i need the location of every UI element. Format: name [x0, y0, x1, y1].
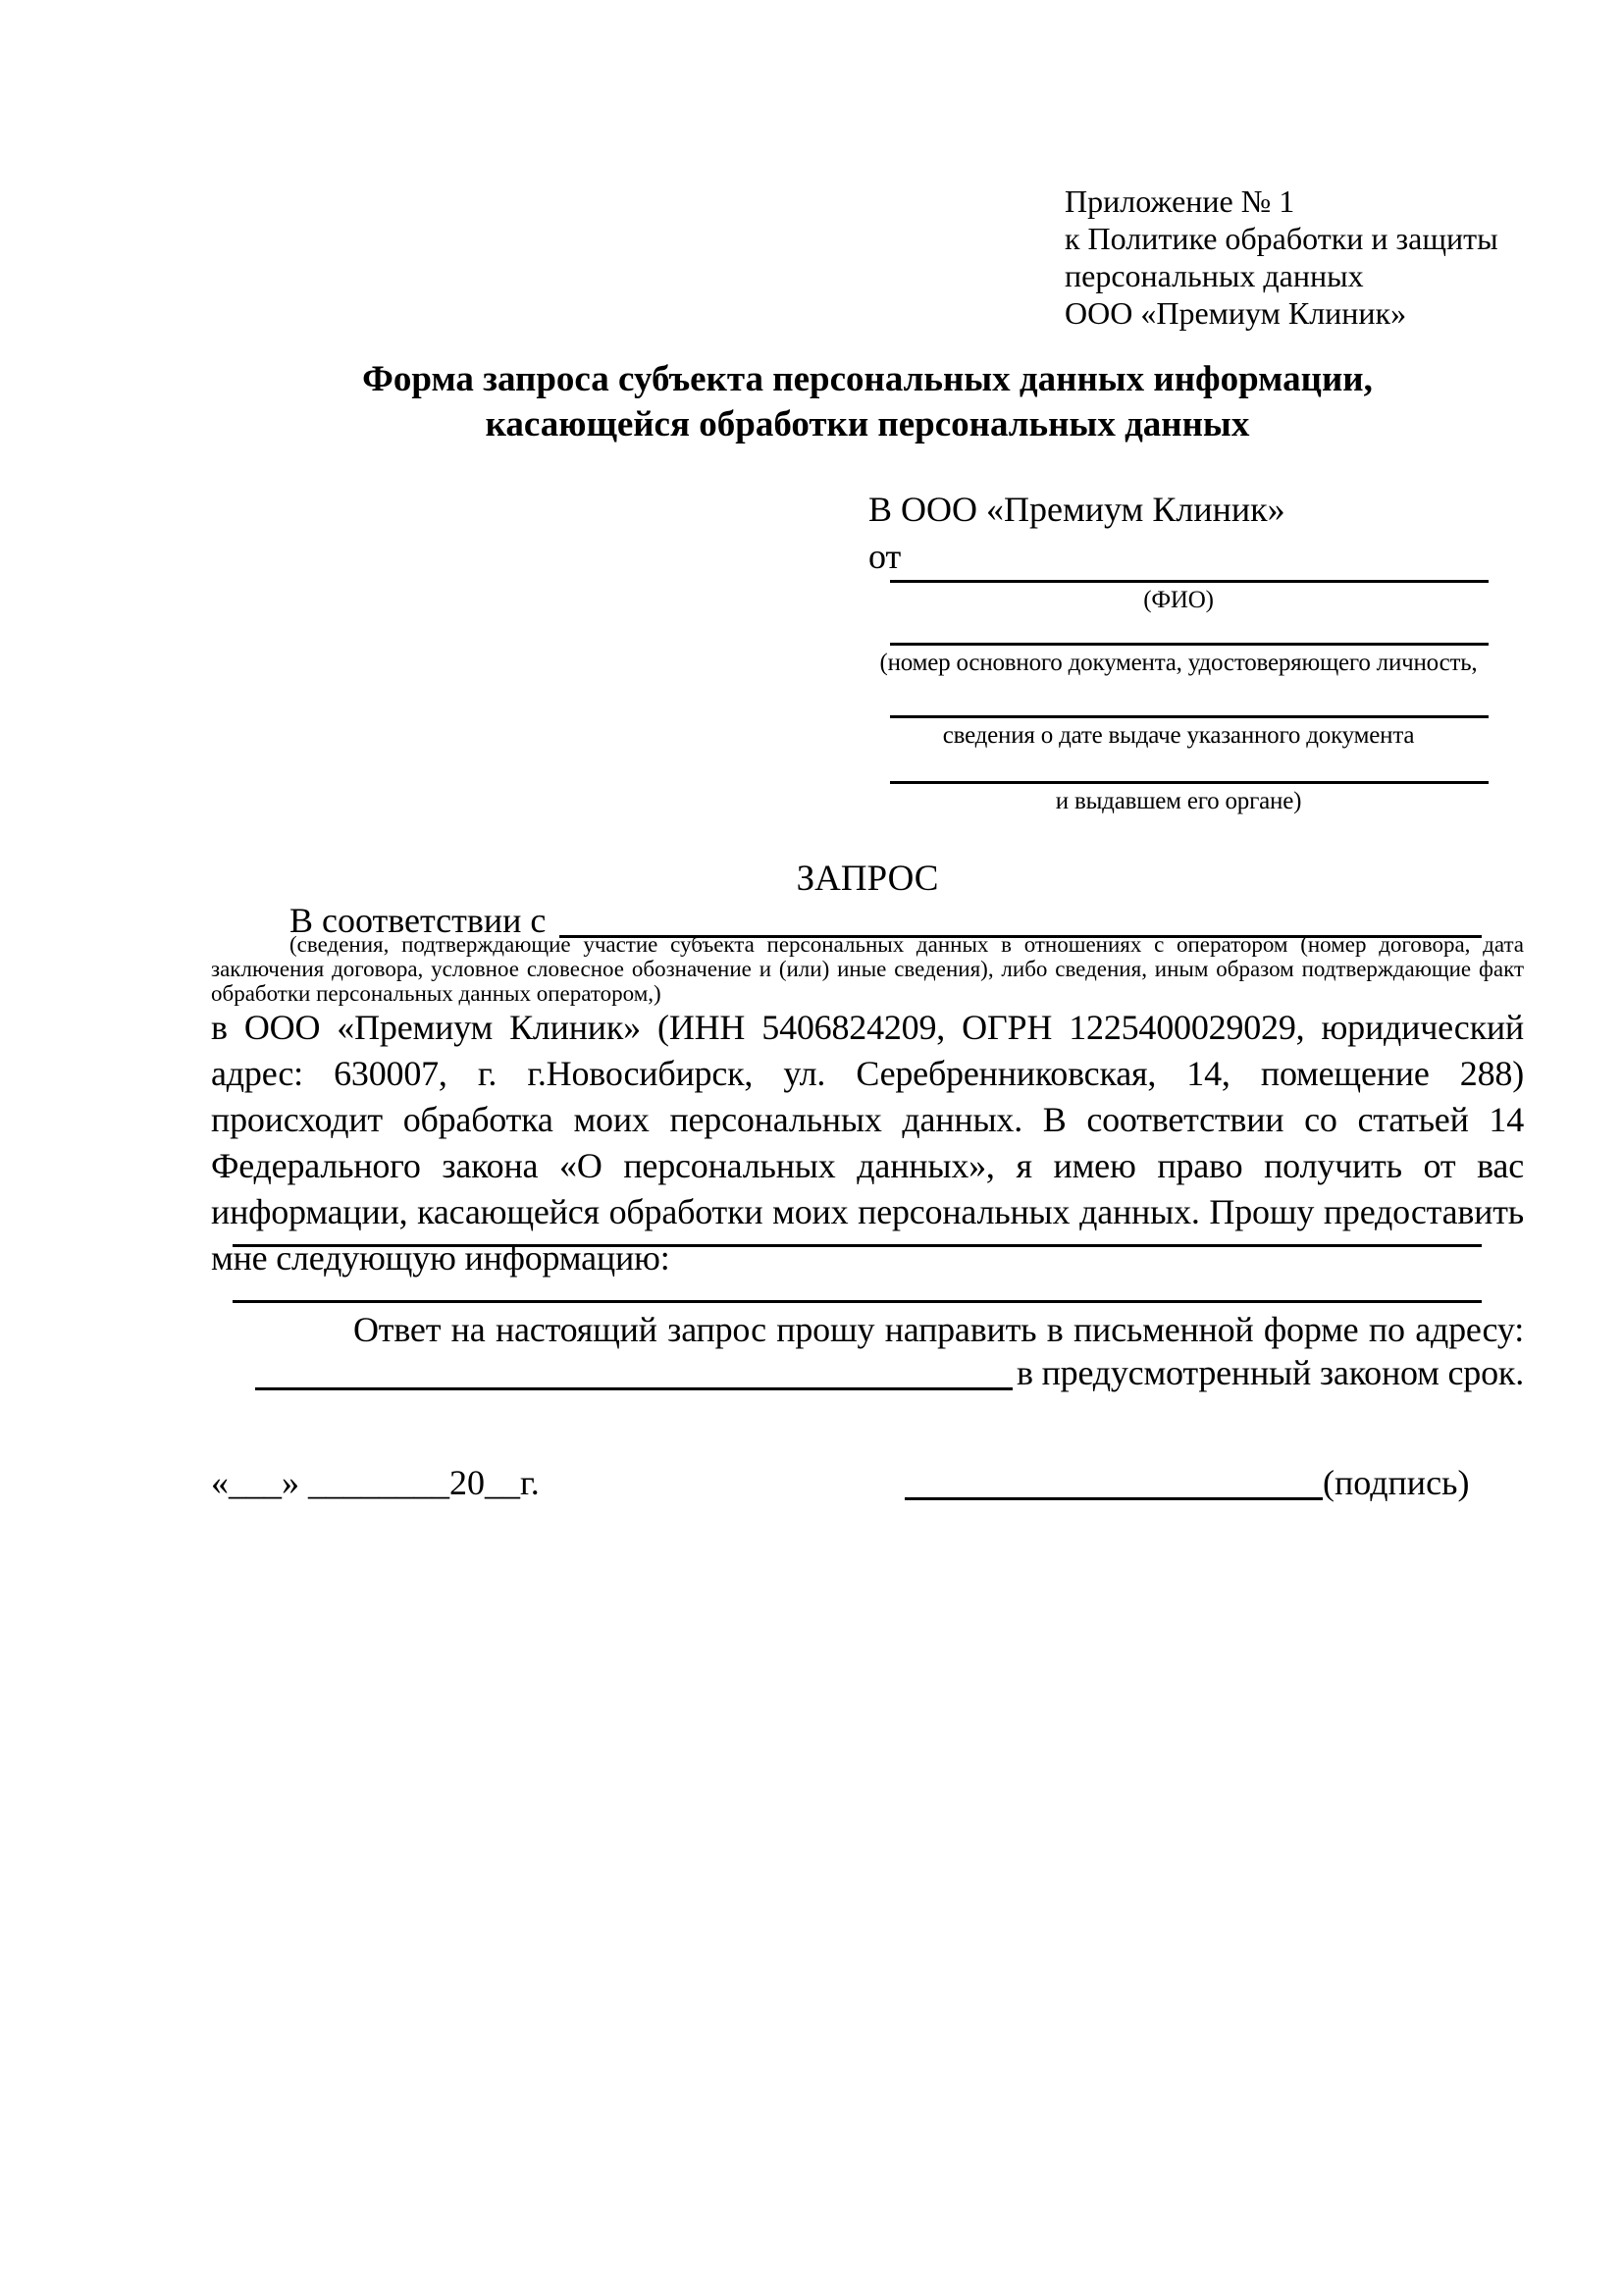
date-blank: «___» ________20__г. [211, 1463, 540, 1502]
appendix-line-4: ООО «Премиум Клиник» [1065, 295, 1407, 331]
document-number-caption: (номер основного документа, удостоверяющего личность, [879, 650, 1478, 676]
fio-caption: (ФИО) [1143, 587, 1214, 613]
request-body-paragraph: в ООО «Премиум Клиник» (ИНН 5406824209, ОГРН 1225400029029, юридический адрес: 630007, г. г.Новосибирск, ул. Серебренниковская, 14, помещение 288) происходит обработка моих персональных данных. В соответствии со статьей 14 Федерального закона «О персональных данных», я имею право получить от вас информации, касающейся обработки моих персональных данных. Прошу предоставить мне следующую информацию: [211, 1008, 1524, 1278]
document-title [211, 357, 1524, 447]
document-title-line-1: Форма запроса субъекта персональных данных информации, [362, 359, 1373, 399]
info-write-line-2 [233, 1300, 1482, 1303]
appendix-line-2: к Политике обработки и защиты [1065, 221, 1498, 256]
answer-address-row [211, 1350, 1524, 1396]
info-write-line-1 [233, 1244, 1482, 1247]
document-date-write-line [890, 715, 1489, 718]
signature-caption: (подпись) [1323, 1463, 1470, 1502]
addressee-block [868, 486, 1489, 816]
issuing-authority-caption: и выдавшем его органе) [1055, 788, 1302, 814]
document-title-line-2: касающейся обработки персональных данных [485, 404, 1250, 444]
appendix-line-3: персональных данных [1065, 258, 1364, 293]
fio-write-line [890, 580, 1489, 583]
request-heading: ЗАПРОС [796, 859, 939, 899]
document-number-write-line [890, 643, 1489, 646]
small-print-note: (сведения, подтверждающие участие субъекта персональных данных в отношениях с оператором (номер договора, дата заключения договора, условное словесное обозначение и (или) иные сведения), либо сведения, иным образом подтверждающие факт обработки персональных данных оператором,) [211, 932, 1524, 1006]
addressee-from-label: от [868, 537, 902, 576]
address-write-line [255, 1350, 1013, 1390]
addressee-to: В ООО «Премиум Клиник» [868, 490, 1285, 529]
signature-area [905, 1460, 1469, 1506]
answer-suffix: в предусмотренный законом срок. [1017, 1353, 1524, 1392]
appendix-line-1: Приложение № 1 [1065, 183, 1295, 219]
signature-write-line [905, 1460, 1323, 1500]
signature-row [211, 1460, 1524, 1506]
document-date-caption: сведения о дате выдаче указанного документа [942, 722, 1415, 749]
answer-paragraph: Ответ на настоящий запрос прошу направить в письменной форме по адресу: [353, 1310, 1524, 1349]
issuing-authority-write-line [890, 781, 1489, 784]
accordance-label: В соответствии с [289, 901, 547, 940]
appendix-block [1065, 183, 1498, 332]
